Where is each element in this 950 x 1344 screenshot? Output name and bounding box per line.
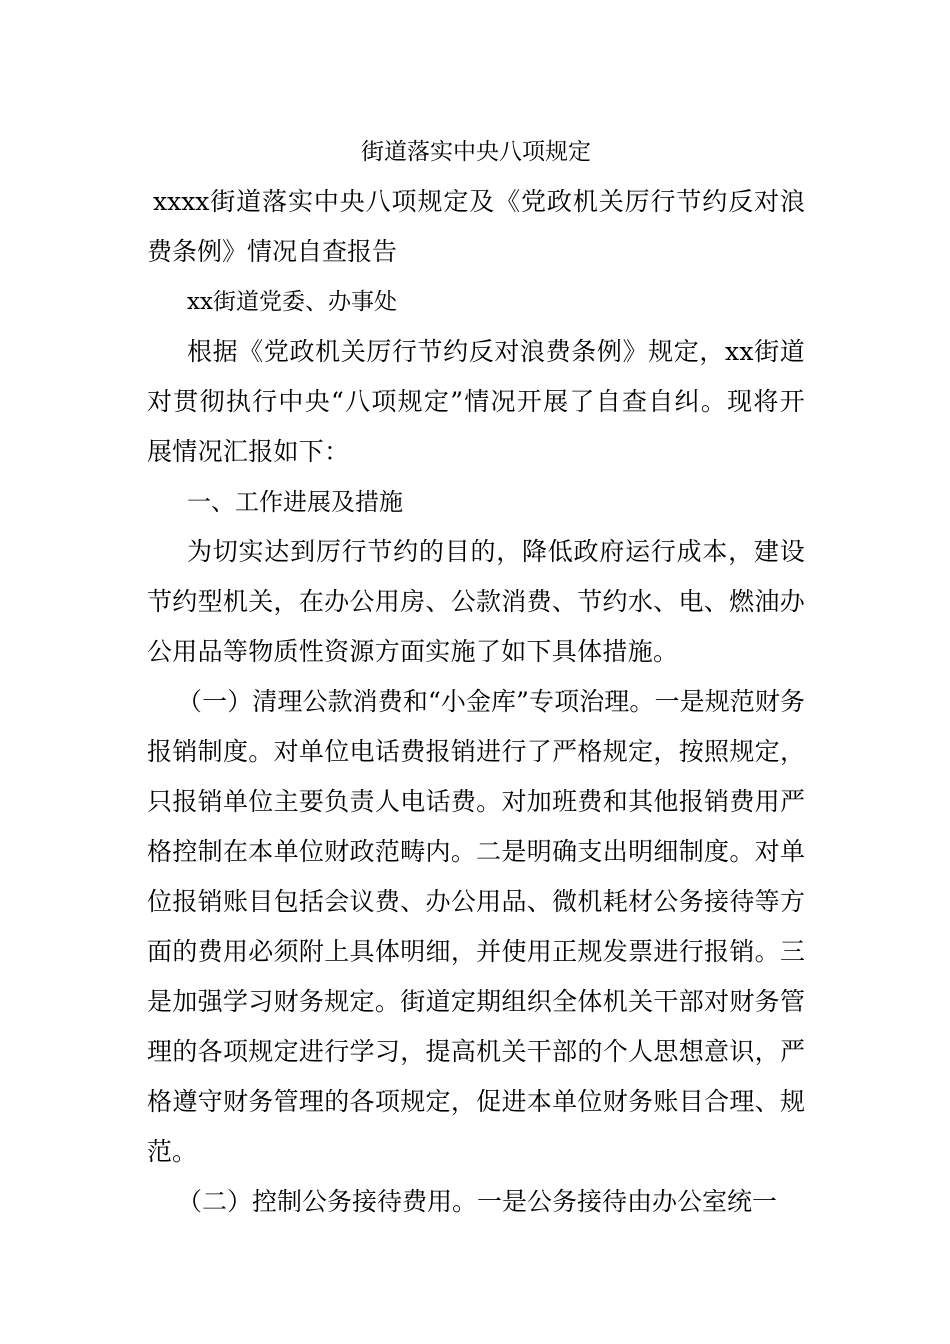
report-subtitle: xxxx街道落实中央八项规定及《党政机关厉行节约反对浪费条例》情况自查报告 bbox=[147, 187, 805, 266]
issuing-organization: xx街道党委、办事处 bbox=[187, 289, 397, 315]
measures-paragraph: 为切实达到厉行节约的目的，降低政府运行成本，建设节约型机关，在办公用房、公款消费、节约水、电、燃油办公用品等物质性资源方面实施了如下具体措施。 bbox=[147, 537, 805, 666]
intro-paragraph: 根据《党政机关厉行节约反对浪费条例》规定，xx街道对贯彻执行中央“八项规定”情况开展了自查自纠。现将开展情况汇报如下： bbox=[147, 337, 805, 466]
subsection-2-paragraph: （二）控制公务接待费用。一是公务接待由办公室统一 bbox=[177, 1187, 778, 1216]
document-title: 街道落实中央八项规定 bbox=[361, 139, 591, 165]
subsection-1-paragraph: （一）清理公款消费和“小金库”专项治理。一是规范财务报销制度。对单位电话费报销进行了严格规定，按照规定，只报销单位主要负责人电话费。对加班费和其他报销费用严格控制在本单位财政范畴内。二是明确支出明细制度。对单位报销账目包括会议费、办公用品、微机耗材公务接待等方面的费用必须附上具体明细，并使用正规发票进行报销。三是加强学习财务规定。街道定期组织全体机关干部对财务管理的各项规定进行学习，提高机关干部的个人思想意识，严格遵守财务管理的各项规定，促进本单位财务账目合理、规范。 bbox=[147, 687, 805, 1166]
document-body bbox=[147, 127, 805, 1227]
section-heading-1: 一、工作进展及措施 bbox=[187, 488, 403, 516]
